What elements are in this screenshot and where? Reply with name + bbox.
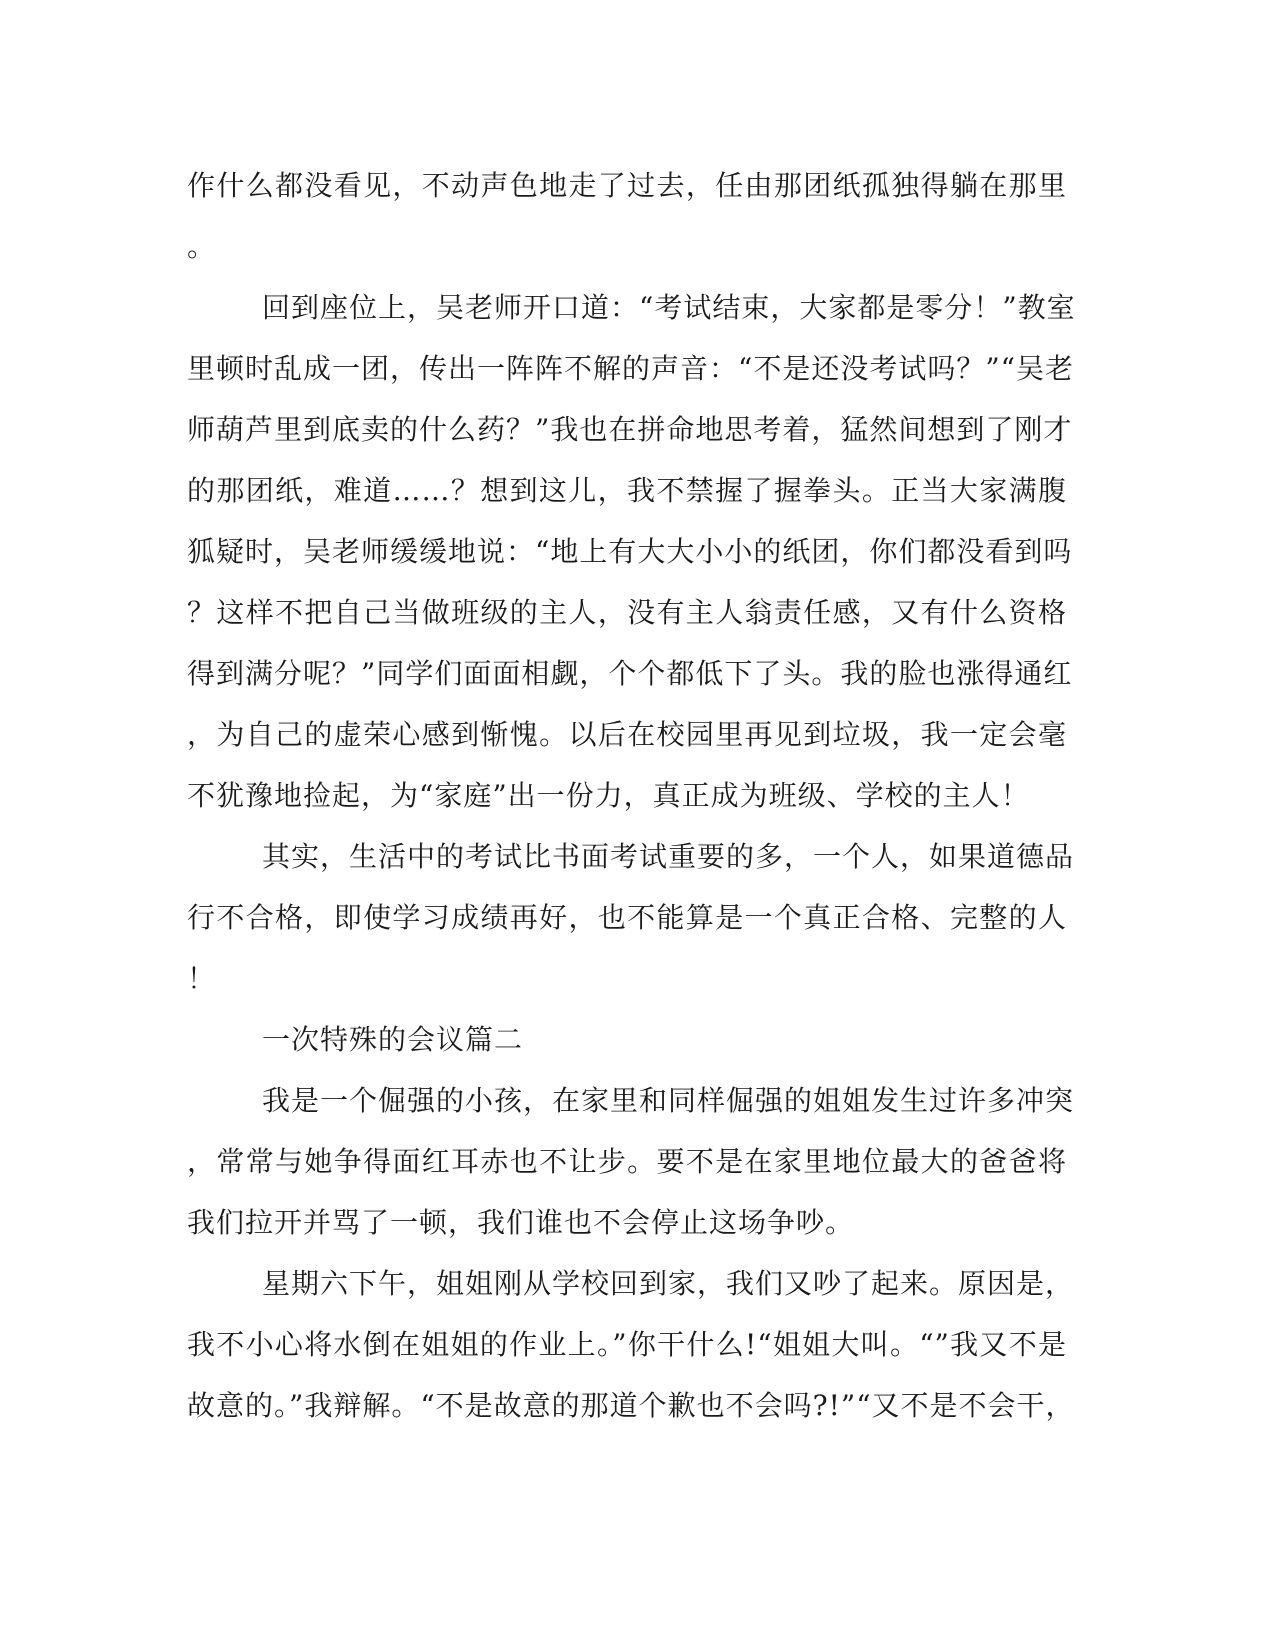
text-line: 里顿时乱成一团，传出一阵阵不解的声音：“不是还没考试吗？”“吴老 xyxy=(187,352,1074,385)
text-line: 。 xyxy=(187,230,217,263)
body-text xyxy=(187,155,1076,1436)
paragraph-start-line: 回到座位上，吴老师开口道：“考试结束，大家都是零分！”教室 xyxy=(262,291,1076,324)
text-line: ，为自己的虚荣心感到惭愧。以后在校园里再见到垃圾，我一定会毫 xyxy=(187,718,1067,751)
section-heading: 一次特殊的会议篇二 xyxy=(262,1023,524,1056)
text-line: ，常常与她争得面红耳赤也不让步。要不是在家里地位最大的爸爸将 xyxy=(187,1145,1067,1178)
text-line: 作什么都没看见，不动声色地走了过去，任由那团纸孤独得躺在那里 xyxy=(187,169,1067,202)
paragraph-start-line: 星期六下午，姐姐刚从学校回到家，我们又吵了起来。原因是， xyxy=(262,1267,1075,1300)
text-line: 得到满分呢？”同学们面面相觑，个个都低下了头。我的脸也涨得通红 xyxy=(187,657,1073,690)
text-line: 我们拉开并骂了一顿，我们谁也不会停止这场争吵。 xyxy=(187,1206,855,1239)
text-line: 故意的。”我辩解。“不是故意的那道个歉也不会吗?!”“又不是不会干， xyxy=(187,1389,1075,1422)
text-line: ！ xyxy=(187,962,217,995)
text-line: 师葫芦里到底卖的什么药？”我也在拼命地思考着，猛然间想到了刚才 xyxy=(187,413,1073,446)
paragraph-start-line: 我是一个倔强的小孩，在家里和同样倔强的姐姐发生过许多冲突 xyxy=(262,1084,1075,1117)
text-line: 不犹豫地捡起，为“家庭”出一份力，真正成为班级、学校的主人！ xyxy=(187,779,1030,812)
text-line: ？这样不把自己当做班级的主人，没有主人翁责任感，又有什么资格 xyxy=(187,596,1067,629)
paragraph-start-line: 其实，生活中的考试比书面考试重要的多，一个人，如果道德品 xyxy=(262,840,1075,873)
text-line: 行不合格，即使学习成绩再好，也不能算是一个真正合格、完整的人 xyxy=(187,901,1067,934)
text-line: 我不小心将水倒在姐姐的作业上。”你干什么!“姐姐大叫。“”我又不是 xyxy=(187,1328,1067,1361)
text-line: 的那团纸，难道……？想到这儿，我不禁握了握拳头。正当大家满腹 xyxy=(187,474,1067,507)
text-line: 狐疑时，吴老师缓缓地说：“地上有大大小小的纸团，你们都没看到吗 xyxy=(187,535,1073,568)
